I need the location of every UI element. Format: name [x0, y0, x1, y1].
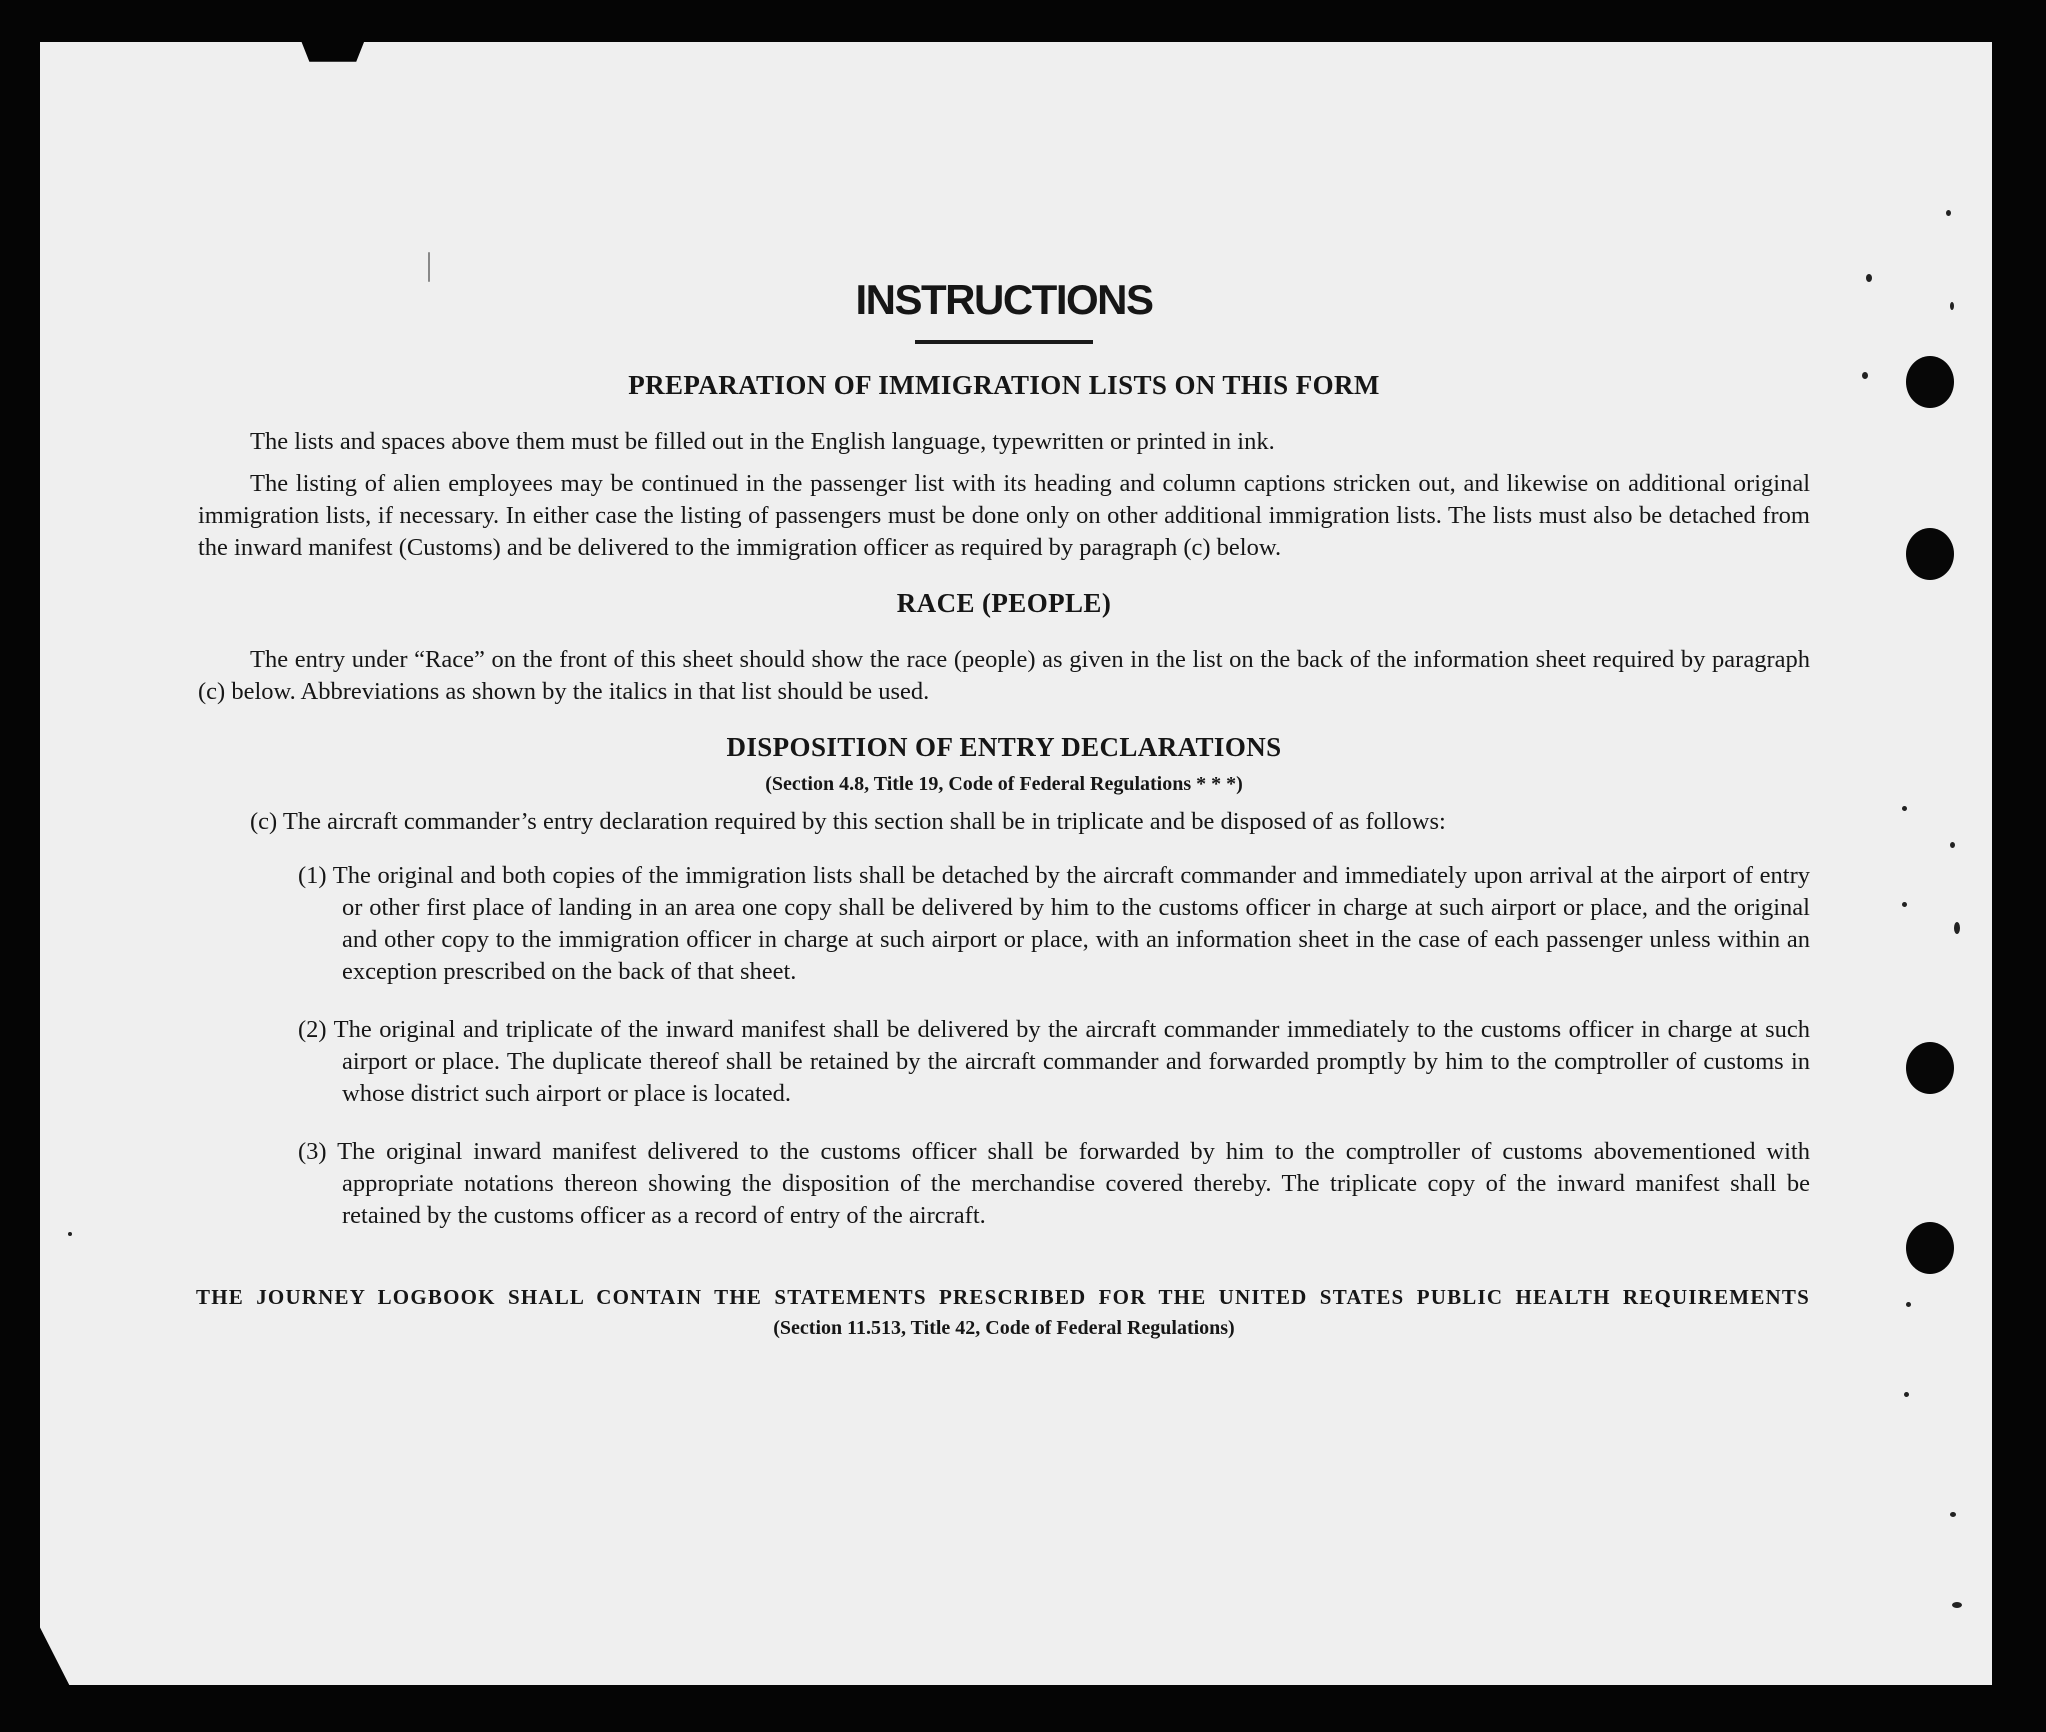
disposition-item-3: (3) The original inward manifest delivered to the customs officer shall be forwarded by him to the comptroller of customs abovementioned with appropriate notations thereon showing the disposition of the merchandise covered thereby. The triplicate copy of the inward manifest shall be retained by the customs officer as a record of entry of the aircraft. [298, 1138, 1810, 1229]
scan-speck [1950, 1512, 1956, 1517]
punch-hole [1906, 356, 1954, 408]
disposition-item-2: (2) The original and triplicate of the inward manifest shall be delivered by the aircraft commander immediately to the customs officer in charge at such airport or place. The duplicate thereof shall be retained by the aircraft commander and forwarded promptly by him to the comptroller of customs in whose district such airport or place is located. [298, 1016, 1810, 1107]
punch-hole [1906, 528, 1954, 580]
disposition-intro: (c) The aircraft commander’s entry declaration required by this section shall be in triplicate and be disposed of as follows: [250, 808, 1446, 835]
punch-hole [1906, 1222, 1954, 1274]
preparation-heading: PREPARATION OF IMMIGRATION LISTS ON THIS FORM [628, 370, 1380, 400]
race-paragraph: The entry under “Race” on the front of this sheet should show the race (people) as given in the list on the back of the information sheet required by paragraph (c) below. Abbreviations as shown by the italics in that list should be used. [198, 646, 1810, 705]
document-title: INSTRUCTIONS [855, 276, 1153, 323]
preparation-paragraph-2: The listing of alien employees may be continued in the passenger list with its heading and column captions stricken out, and likewise on additional original immigration lists, if necessary. In either case the listing of passengers must be done only on other additional immigration lists. The lists must also be detached from the inward manifest (Customs) and be delivered to the immigration officer as required by paragraph (c) below. [198, 470, 1810, 561]
scan-speck [1866, 274, 1872, 282]
footer-reference: (Section 11.513, Title 42, Code of Federal Regulations) [773, 1317, 1235, 1339]
scan-speck [1904, 1392, 1909, 1397]
preparation-paragraph-1: The lists and spaces above them must be filled out in the English language, typewritten or printed in ink. [250, 428, 1275, 455]
footer-statement: THE JOURNEY LOGBOOK SHALL CONTAIN THE STATEMENTS PRESCRIBED FOR THE UNITED STATES PUBLIC HEALTH REQUIREMENTS [196, 1285, 1810, 1309]
disposition-item-1: (1) The original and both copies of the immigration lists shall be detached by the aircraft commander and immediately upon arrival at the airport of entry or other first place of landing in an area one copy shall be delivered by him to the customs officer in charge at such airport or place, and the original and other copy to the immigration officer in charge at such airport or place, with an information sheet in the case of each passenger unless within an exception prescribed on the back of that sheet. [298, 862, 1810, 985]
scan-speck [1950, 302, 1954, 310]
disposition-reference: (Section 4.8, Title 19, Code of Federal Regulations * * *) [765, 773, 1243, 795]
scan-speck [1902, 806, 1907, 811]
disposition-heading: DISPOSITION OF ENTRY DECLARATIONS [726, 732, 1282, 762]
race-heading: RACE (PEOPLE) [896, 588, 1112, 618]
punch-hole [1906, 1042, 1954, 1094]
scan-speck [1862, 372, 1868, 379]
scan-speck [1954, 922, 1960, 934]
scan-speck [1952, 1602, 1962, 1608]
disposition-items [298, 860, 1810, 1232]
scan-speck [68, 1232, 72, 1236]
scan-speck [1902, 902, 1907, 907]
scan-speck [1906, 1302, 1911, 1307]
scan-speck [1950, 842, 1955, 848]
document-content [198, 274, 1810, 1342]
title-underline [915, 340, 1093, 344]
scan-speck [1946, 210, 1951, 216]
